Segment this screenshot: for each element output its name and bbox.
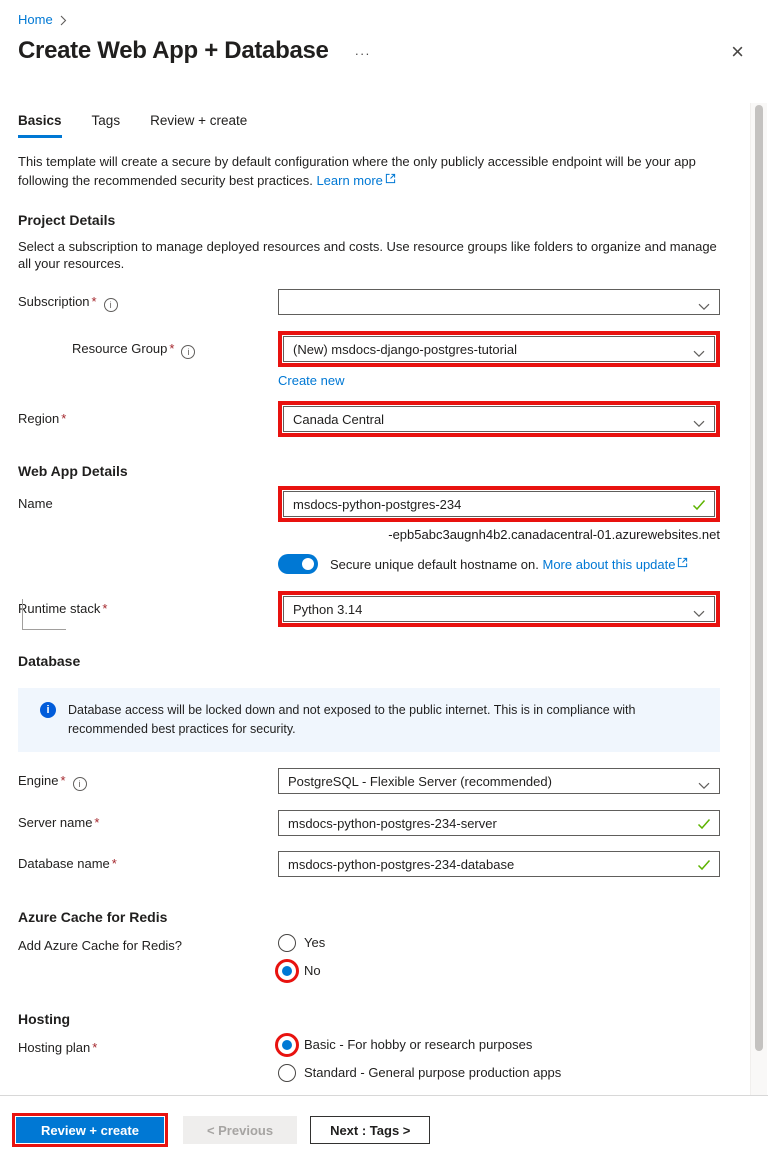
database-name-label (18, 851, 278, 871)
server-name-input[interactable] (278, 810, 720, 836)
subscription-label (18, 289, 278, 312)
learn-more-link[interactable] (316, 173, 395, 188)
web-app-details-heading: Web App Details (18, 463, 128, 479)
chevron-down-icon (698, 778, 710, 793)
required-marker: * (111, 856, 117, 871)
hosting-plan-label (18, 1033, 278, 1055)
hosting-plan-label-text: Hosting plan (18, 1040, 91, 1055)
learn-more-label: Learn more (316, 173, 383, 188)
review-create-button[interactable]: Review + create (16, 1117, 164, 1143)
info-icon[interactable] (181, 345, 195, 359)
server-name-row (18, 810, 720, 836)
breadcrumb (18, 12, 720, 27)
previous-button[interactable]: < Previous (183, 1116, 297, 1144)
database-name-value: msdocs-python-postgres-234-database (288, 856, 515, 872)
create-new-link[interactable]: Create new (278, 373, 345, 388)
footer-actions (18, 1113, 430, 1147)
page-title: Create Web App + Database (18, 37, 329, 64)
required-marker: * (61, 411, 67, 426)
external-link-icon (385, 171, 396, 189)
radio-annotation-ring (275, 959, 299, 983)
valid-check-icon (697, 818, 711, 833)
valid-check-icon (692, 499, 706, 514)
redis-heading: Azure Cache for Redis (18, 909, 168, 925)
required-marker: * (94, 815, 100, 830)
name-annotation (278, 486, 720, 522)
radio-annotation-ring (275, 1033, 299, 1057)
subscription-row (18, 289, 720, 315)
hosting-plan-row (18, 1033, 720, 1083)
secure-hostname-text (330, 556, 688, 572)
server-name-label-text: Server name (18, 815, 93, 830)
project-details-heading: Project Details (18, 212, 116, 228)
resource-group-annotation (278, 331, 720, 367)
hosting-option-standard[interactable] (278, 1062, 720, 1083)
secure-hostname-label: Secure unique default hostname on. (330, 557, 539, 572)
name-label-text: Name (18, 496, 53, 511)
name-value: msdocs-python-postgres-234 (293, 496, 462, 512)
resource-group-value: (New) msdocs-django-postgres-tutorial (293, 341, 517, 357)
engine-dropdown[interactable] (278, 768, 720, 794)
required-marker: * (102, 601, 108, 616)
review-create-annotation (12, 1113, 168, 1147)
close-icon[interactable]: × (731, 39, 744, 64)
info-icon[interactable] (73, 777, 87, 791)
database-heading: Database (18, 653, 81, 669)
wizard-tabs (18, 113, 720, 138)
runtime-stack-value: Python 3.14 (293, 601, 363, 617)
hosting-heading: Hosting (18, 1011, 71, 1027)
required-marker: * (60, 773, 66, 788)
title-row (18, 37, 720, 65)
database-name-row (18, 851, 720, 877)
region-value: Canada Central (293, 411, 385, 427)
redis-option-no-label: No (304, 963, 321, 978)
resource-group-row (18, 331, 720, 388)
resource-group-label-text: Resource Group (72, 341, 168, 356)
engine-label-text: Engine (18, 773, 59, 788)
server-name-label (18, 810, 278, 830)
info-filled-icon (40, 702, 56, 718)
engine-row (18, 768, 720, 794)
redis-question: Add Azure Cache for Redis? (18, 938, 183, 953)
runtime-stack-dropdown[interactable] (283, 596, 715, 622)
scrollbar-thumb[interactable] (755, 105, 763, 1051)
radio-unselected[interactable] (278, 1064, 296, 1082)
region-dropdown[interactable] (283, 406, 715, 432)
server-name-value: msdocs-python-postgres-234-server (288, 815, 497, 831)
redis-row (18, 931, 720, 981)
project-details-description: Select a subscription to manage deployed resources and costs. Use resource groups like folders to organize and manage all your resources. (18, 239, 717, 271)
region-label-text: Region (18, 411, 60, 426)
database-name-input[interactable] (278, 851, 720, 877)
name-label (18, 486, 278, 511)
info-icon[interactable] (104, 298, 118, 312)
valid-check-icon (697, 859, 711, 874)
redis-option-yes[interactable] (278, 932, 720, 953)
hosting-option-standard-label: Standard - General purpose production apps (304, 1065, 562, 1080)
name-row (18, 486, 720, 574)
runtime-stack-label-text: Runtime stack (18, 601, 101, 616)
more-options-icon[interactable]: ··· (354, 45, 371, 61)
intro-text (18, 153, 718, 190)
engine-label (18, 768, 278, 791)
subscription-label-text: Subscription (18, 294, 90, 309)
required-marker: * (92, 1040, 98, 1055)
secure-hostname-toggle[interactable] (278, 554, 318, 574)
external-link-icon (677, 556, 688, 571)
hosting-option-basic[interactable] (278, 1034, 720, 1055)
subscription-resource-connector (22, 599, 66, 630)
chevron-down-icon (693, 606, 705, 621)
runtime-stack-row (18, 591, 720, 627)
database-banner-text: Database access will be locked down and not exposed to the public internet. This is in compliance with recommended best practices for security. (68, 703, 636, 736)
intro-text-body: This template will create a secure by default configuration where the only publicly accessible endpoint will be your app following the recommended security best practices. (18, 154, 696, 188)
redis-option-no[interactable] (278, 960, 720, 981)
more-about-update-link[interactable] (543, 557, 689, 572)
hosting-option-basic-label: Basic - For hobby or research purposes (304, 1037, 533, 1052)
region-annotation (278, 401, 720, 437)
tab-basics[interactable]: Basics (18, 113, 62, 138)
subscription-dropdown[interactable] (278, 289, 720, 315)
radio-unselected[interactable] (278, 934, 296, 952)
footer-divider (0, 1095, 768, 1096)
resource-group-dropdown[interactable] (283, 336, 715, 362)
runtime-annotation (278, 591, 720, 627)
name-input[interactable] (283, 491, 715, 517)
redis-option-yes-label: Yes (304, 935, 326, 950)
breadcrumb-chevron-icon (60, 15, 67, 26)
chevron-down-icon (693, 346, 705, 361)
next-tags-button[interactable]: Next : Tags > (310, 1116, 430, 1144)
secure-hostname-row (278, 554, 720, 574)
radio-selected[interactable] (279, 963, 295, 979)
radio-selected[interactable] (279, 1037, 295, 1053)
scrollbar-track[interactable] (750, 103, 767, 1095)
create-webapp-pane (18, 12, 720, 1083)
required-marker: * (169, 341, 175, 356)
region-row (18, 401, 720, 437)
more-about-update-label: More about this update (542, 557, 676, 572)
database-info-banner (18, 688, 720, 752)
chevron-down-icon (693, 416, 705, 431)
required-marker: * (91, 294, 97, 309)
chevron-down-icon (698, 299, 710, 314)
breadcrumb-home-link[interactable]: Home (18, 12, 53, 27)
database-name-label-text: Database name (18, 856, 110, 871)
tab-review-create[interactable]: Review + create (150, 113, 248, 128)
tab-tags[interactable]: Tags (91, 113, 121, 128)
hostname-suffix: -epb5abc3augnh4b2.canadacentral-01.azurewebsites.net (388, 527, 720, 542)
engine-value: PostgreSQL - Flexible Server (recommended) (288, 773, 552, 789)
region-label (18, 401, 278, 426)
resource-group-label (18, 331, 278, 359)
